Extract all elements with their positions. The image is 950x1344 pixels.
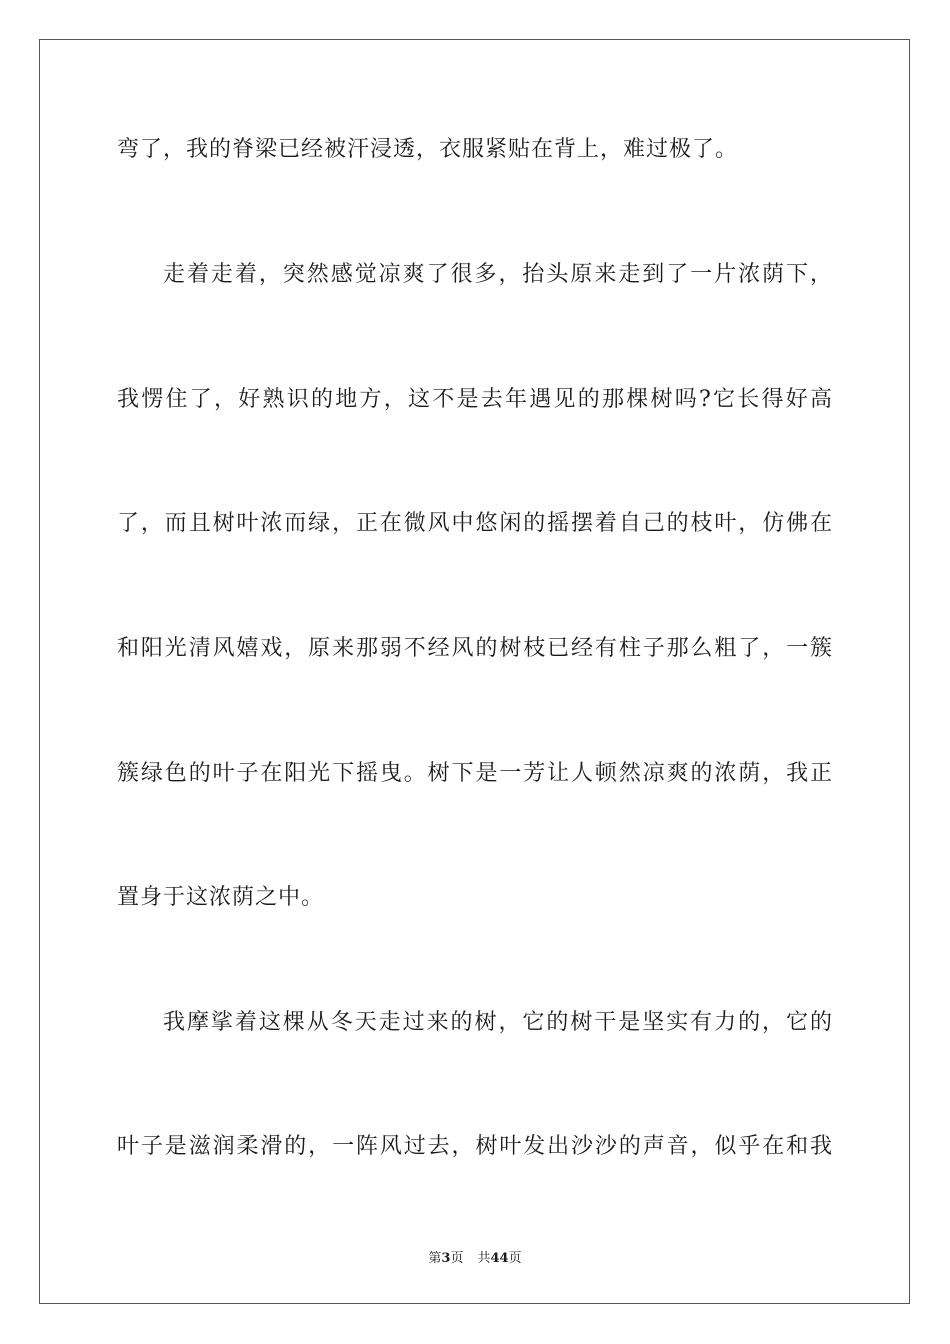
text-line-3: 我愣住了，好熟识的地方，这不是去年遇见的那棵树吗?它长得好高 xyxy=(117,387,833,412)
text-line-2: 走着走着，突然感觉凉爽了很多，抬头原来走到了一片浓荫下， xyxy=(163,262,833,287)
page-border xyxy=(39,39,910,1304)
page-number: 3 xyxy=(441,1251,451,1266)
text-line-8: 我摩挲着这棵从冬天走过来的树，它的树干是坚实有力的，它的 xyxy=(163,1010,833,1035)
text-line-1: 弯了，我的脊梁已经被汗浸透，衣服紧贴在背上，难过极了。 xyxy=(117,137,739,162)
text-line-4: 了，而且树叶浓而绿，正在微风中悠闲的摇摆着自己的枝叶，仿佛在 xyxy=(117,511,833,536)
page-footer xyxy=(0,1247,950,1266)
total-prefix: 共 xyxy=(477,1251,491,1266)
text-line-9: 叶子是滋润柔滑的，一阵风过去，树叶发出沙沙的声音，似乎在和我 xyxy=(117,1134,833,1159)
text-line-5: 和阳光清风嬉戏，原来那弱不经风的树枝已经有柱子那么粗了，一簇 xyxy=(117,636,833,661)
page-prefix: 第 xyxy=(428,1251,442,1266)
text-line-7: 置身于这浓荫之中。 xyxy=(117,885,325,910)
text-line-6: 簇绿色的叶子在阳光下摇曳。树下是一芳让人顿然凉爽的浓荫，我正 xyxy=(117,761,833,786)
page-suffix: 页 xyxy=(450,1251,464,1266)
total-pages: 44 xyxy=(490,1251,509,1266)
total-suffix: 页 xyxy=(508,1251,522,1266)
